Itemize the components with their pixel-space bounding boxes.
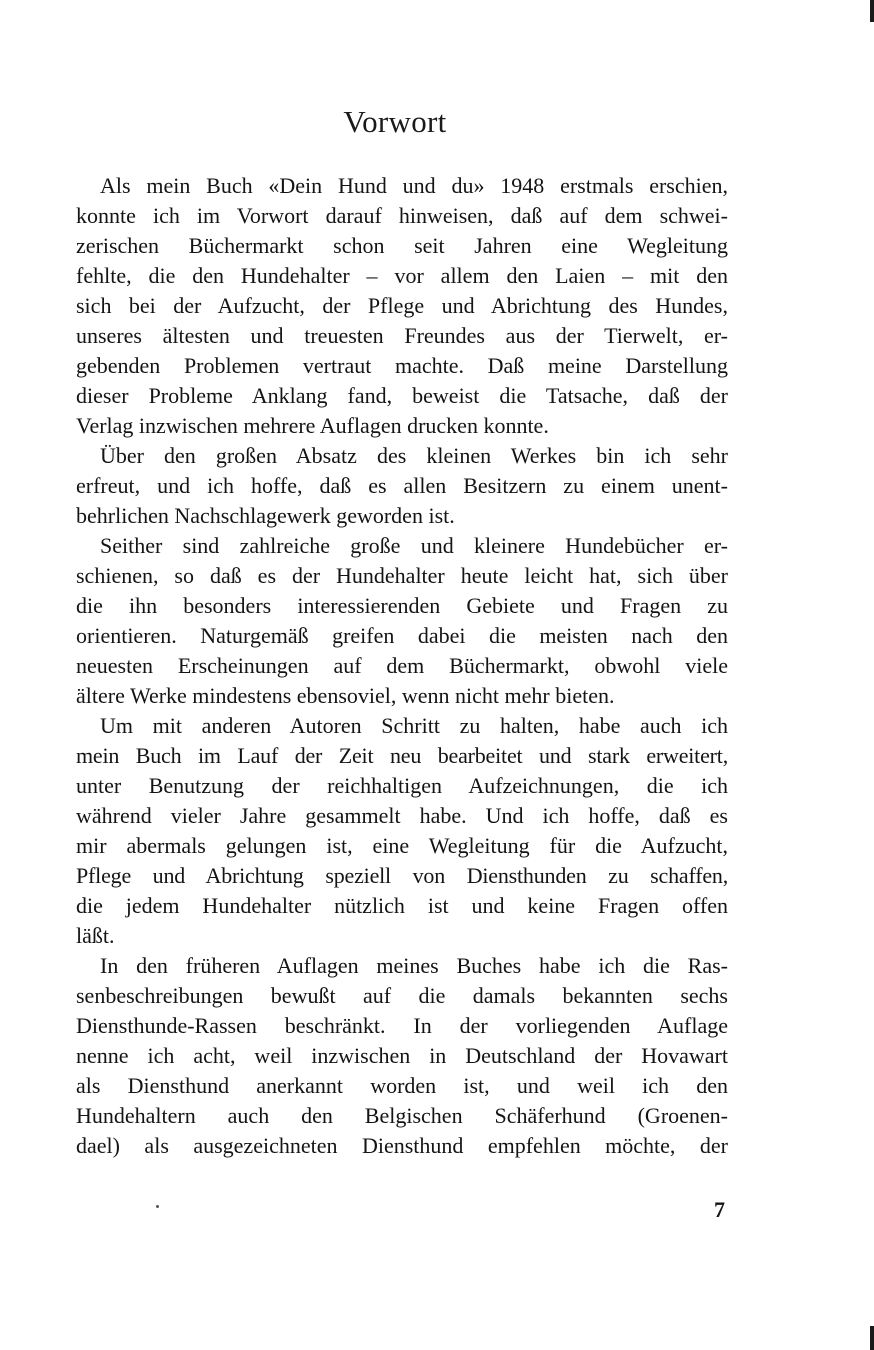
text-line: Um mit anderen Autoren Schritt zu halten, habe auch ich <box>100 713 728 738</box>
text-line: orientieren. Naturgemäß greifen dabei die meisten nach den <box>76 623 728 648</box>
text-line: läßt. <box>76 923 115 948</box>
text-line: dael) als ausgezeichneten Diensthund empfehlen möchte, der <box>76 1133 728 1158</box>
text-line: Hundehaltern auch den Belgischen Schäferhund (Groenen- <box>76 1103 728 1128</box>
text-line: unseres ältesten und treuesten Freundes aus der Tierwelt, er- <box>76 323 728 348</box>
text-line: schienen, so daß es der Hundehalter heute leicht hat, sich über <box>76 563 728 588</box>
text-line: mir abermals gelungen ist, eine Wegleitung für die Aufzucht, <box>76 833 728 858</box>
text-line: als Diensthund anerkannt worden ist, und weil ich den <box>76 1073 728 1098</box>
text-line: Pflege und Abrichtung speziell von Diensthunden zu schaffen, <box>76 863 728 888</box>
page-number: 7 <box>714 1197 725 1222</box>
text-line: die jedem Hundehalter nützlich ist und keine Fragen offen <box>76 893 728 918</box>
text-line: In den früheren Auflagen meines Buches habe ich die Ras- <box>100 953 728 978</box>
text-line: während vieler Jahre gesammelt habe. Und ich hoffe, daß es <box>76 803 728 828</box>
text-line: unter Benutzung der reichhaltigen Aufzeichnungen, die ich <box>76 773 728 798</box>
text-line: behrlichen Nachschlagewerk geworden ist. <box>76 503 455 528</box>
text-line: konnte ich im Vorwort darauf hinweisen, daß auf dem schwei- <box>76 203 728 228</box>
text-line: mein Buch im Lauf der Zeit neu bearbeitet und stark erweitert, <box>76 743 728 768</box>
text-line: Über den großen Absatz des kleinen Werkes bin ich sehr <box>100 443 728 468</box>
text-line: die ihn besonders interessierenden Gebiete und Fragen zu <box>76 593 728 618</box>
text-line: ältere Werke mindestens ebensoviel, wenn nicht mehr bieten. <box>76 683 615 708</box>
text-line: sich bei der Aufzucht, der Pflege und Abrichtung des Hundes, <box>76 293 728 318</box>
text-line: Als mein Buch «Dein Hund und du» 1948 erstmals erschien, <box>100 173 728 198</box>
body-text <box>76 171 728 1161</box>
text-line: erfreut, und ich hoffe, daß es allen Besitzern zu einem unent- <box>76 473 728 498</box>
page-title: Vorwort <box>343 104 447 139</box>
text-line: nenne ich acht, weil inzwischen in Deutschland der Hovawart <box>76 1043 728 1068</box>
text-line: Diensthunde-Rassen beschränkt. In der vorliegenden Auflage <box>76 1013 728 1038</box>
scan-edge-mark-top <box>870 0 874 22</box>
text-line: neuesten Erscheinungen auf dem Büchermarkt, obwohl viele <box>76 653 728 678</box>
scan-edge-mark-bottom <box>870 1326 874 1350</box>
print-speck <box>156 1205 159 1208</box>
text-line: gebenden Problemen vertraut machte. Daß meine Darstellung <box>76 353 728 378</box>
text-line: senbeschreibungen bewußt auf die damals bekannten sechs <box>76 983 728 1008</box>
text-line: zerischen Büchermarkt schon seit Jahren eine Wegleitung <box>76 233 728 258</box>
text-line: fehlte, die den Hundehalter – vor allem den Laien – mit den <box>76 263 728 288</box>
text-line: dieser Probleme Anklang fand, beweist die Tatsache, daß der <box>76 383 728 408</box>
text-line: Verlag inzwischen mehrere Auflagen drucken konnte. <box>76 413 549 438</box>
text-line: Seither sind zahlreiche große und kleinere Hundebücher er- <box>100 533 728 558</box>
